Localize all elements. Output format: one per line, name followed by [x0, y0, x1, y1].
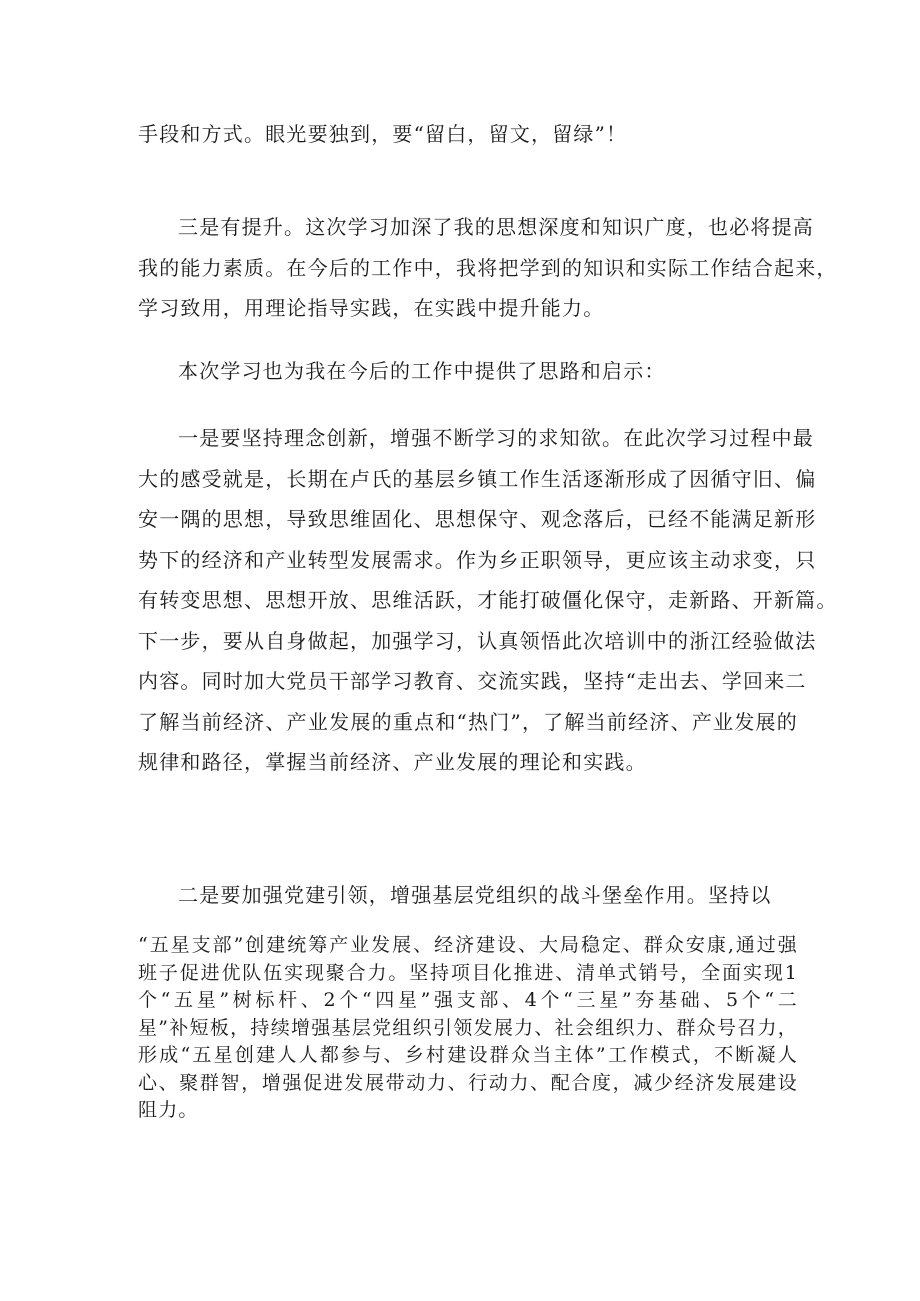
text-line: 规律和路径，掌握当前经济、产业发展的理论和实践。	[138, 750, 647, 774]
text-line: 安一隅的思想，导致思维固化、思想保守、观念落后，已经不能满足新形	[138, 507, 817, 531]
text-line: 内容。同时加大党员干部学习教育、交流实践，坚持“走出去、学回来二	[138, 669, 807, 693]
paragraph-6	[138, 932, 798, 1125]
text-line: 形成“五星创建人人都参与、乡村建设群众当主体”工作模式，不断凝人	[138, 1044, 798, 1066]
text-line: 三是有提升。这次学习加深了我的思想深度和知识广度，也必将提高	[178, 215, 814, 239]
text-line: 个“五星”树标杆、2个“四星”强支部、4个“三星”夯基础、5个“二	[138, 989, 798, 1011]
text-line: 星”补短板，持续增强基层党组织引领发展力、社会组织力、群众号召力，	[138, 1016, 798, 1039]
text-line: “五星支部”创建统筹产业发展、经济建设、大局稳定、群众安康,通过强	[138, 934, 798, 956]
text-line: 心、聚群智，增强促进发展带动力、行动力、配合度，减少经济发展建设	[138, 1071, 798, 1094]
text-line: 阻力。	[138, 1099, 199, 1121]
text-line: 本次学习也为我在今后的工作中提供了思路和启示：	[178, 359, 666, 383]
paragraph-4	[138, 418, 838, 783]
text-line: 学习致用，用理论指导实践，在实践中提升能力。	[138, 296, 605, 320]
text-line: 二是要加强党建引领，增强基层党组织的战斗堡垒作用。坚持以	[178, 883, 772, 907]
text-line: 下一步，要从自身做起，加强学习，认真领悟此次培训中的浙江经验做法	[138, 628, 817, 653]
text-line: 势下的经济和产业转型发展需求。作为乡正职领导，更应该主动求变，只	[138, 547, 817, 572]
text-line: 大的感受就是，长期在卢氏的基层乡镇工作生活逐渐形成了因循守旧、偏	[138, 466, 817, 491]
text-line: 手段和方式。眼光要独到，要“留白，留文，留绿”！	[138, 122, 628, 146]
paragraph-1	[138, 114, 798, 155]
paragraph-5	[138, 875, 798, 916]
paragraph-2	[138, 207, 838, 329]
text-line: 有转变思想、思想开放、思维活跃，才能打破僵化保守，走新路、开新篇。	[138, 588, 838, 612]
text-line: 一是要坚持理念创新，增强不断学习的求知欲。在此次学习过程中最	[178, 426, 814, 450]
text-line: 我的能力素质。在今后的工作中，我将把学到的知识和实际工作结合起来，	[138, 255, 838, 280]
text-line: 了解当前经济、产业发展的重点和“热门”，了解当前经济、产业发展的	[138, 709, 798, 734]
text-line: 班子促进优队伍实现聚合力。坚持项目化推进、清单式销号，全面实现1	[138, 961, 798, 984]
paragraph-3	[138, 351, 798, 392]
